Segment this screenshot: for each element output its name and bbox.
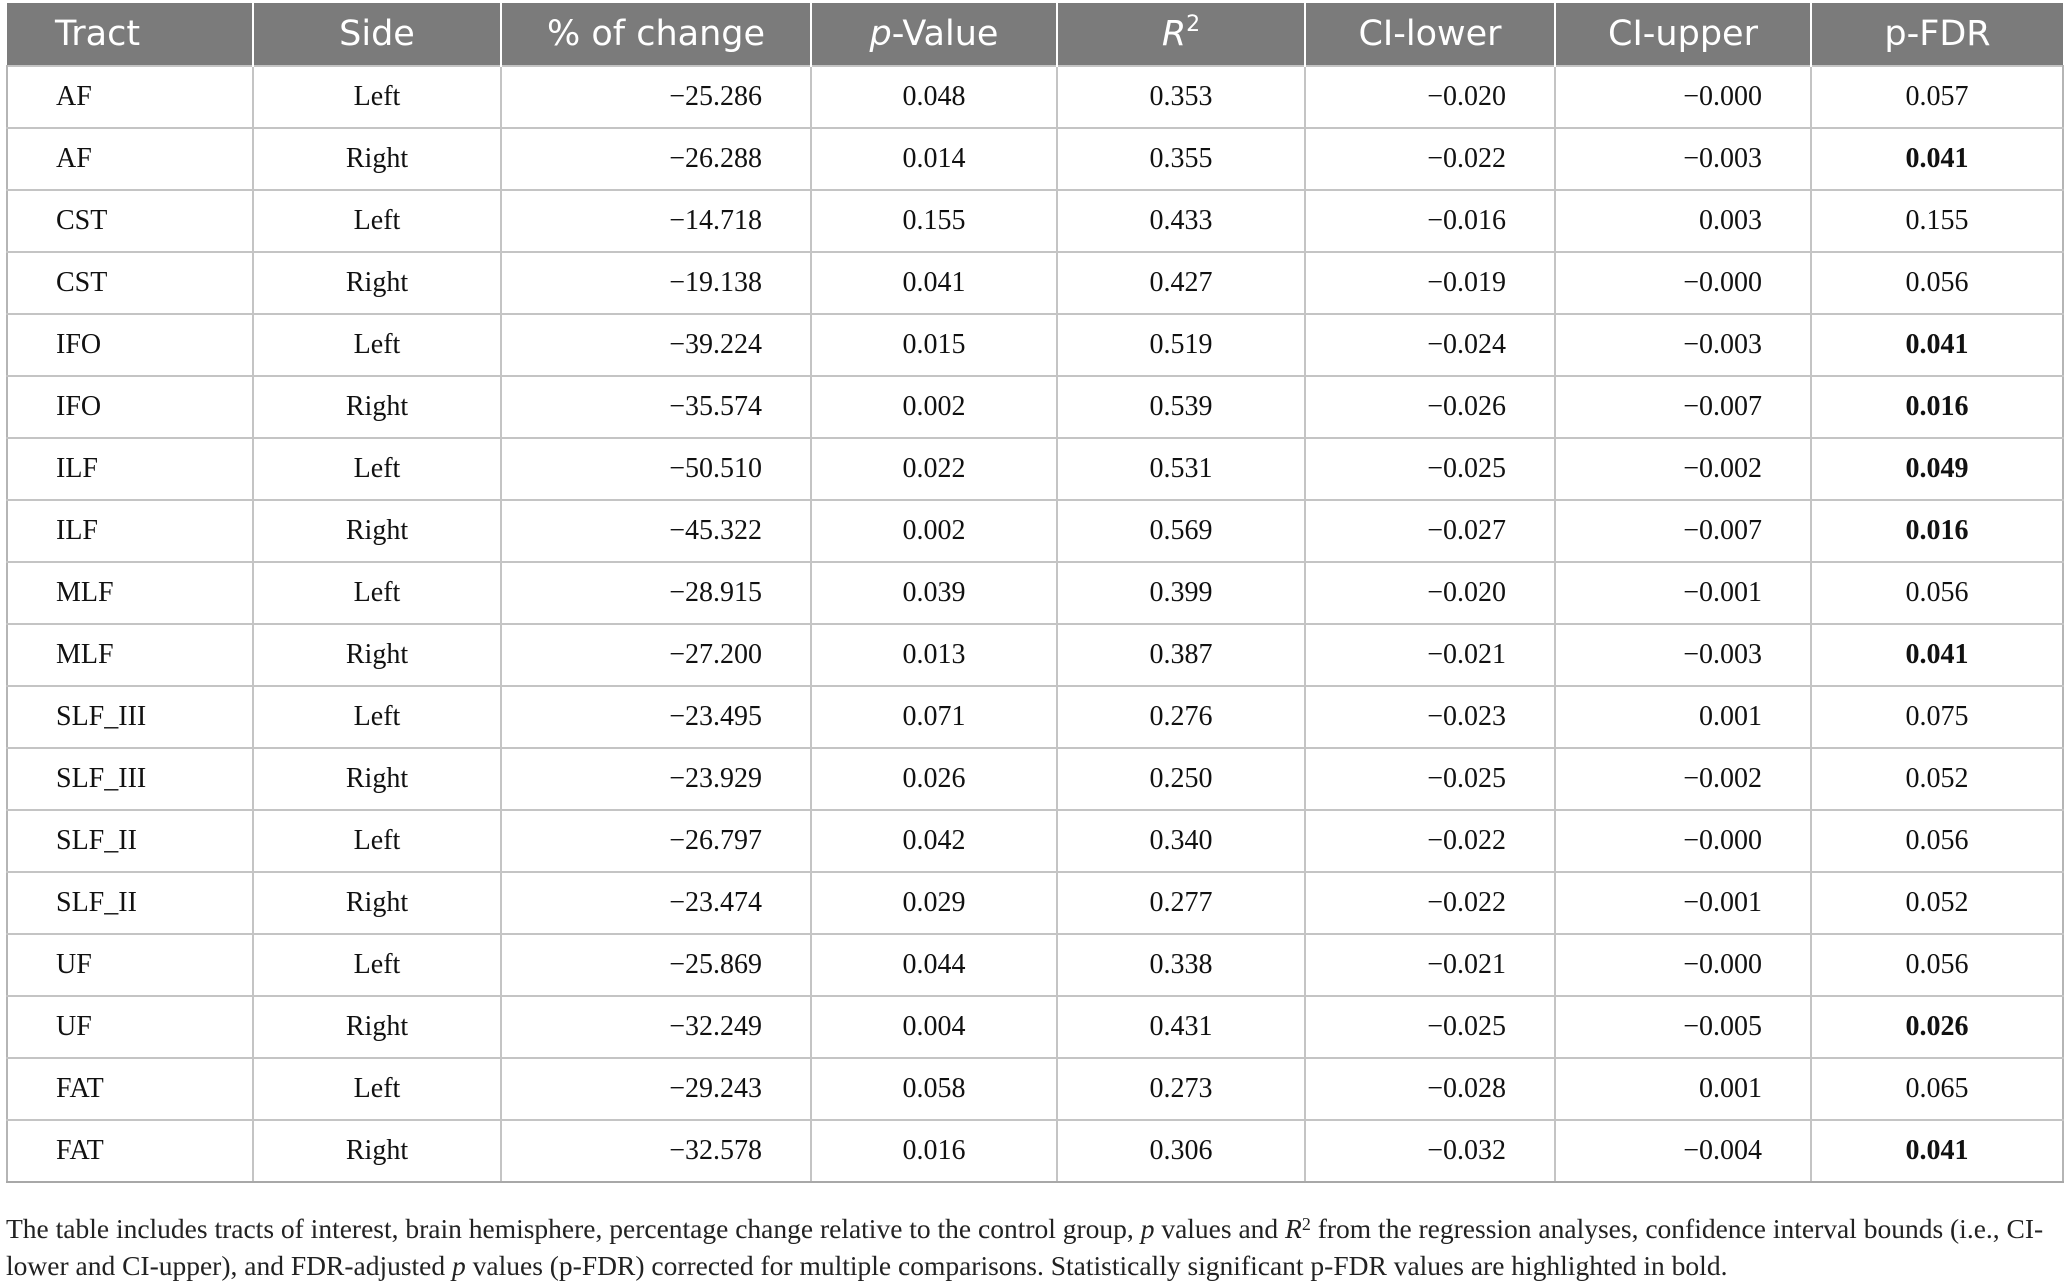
- caption-r: R: [1285, 1213, 1302, 1244]
- cell-tract: MLF: [7, 562, 253, 624]
- cell-p-value: 0.014: [811, 128, 1057, 190]
- cell-r2: 0.387: [1057, 624, 1305, 686]
- cell-pct-change: −29.243: [501, 1058, 811, 1120]
- cell-side: Left: [253, 934, 501, 996]
- cell-r2: 0.306: [1057, 1120, 1305, 1182]
- header-r2: [1057, 3, 1305, 66]
- table-row: [7, 252, 2063, 314]
- cell-ci-lower: −0.025: [1305, 438, 1555, 500]
- cell-ci-upper: −0.005: [1555, 996, 1811, 1058]
- cell-pct-change: −25.286: [501, 66, 811, 128]
- table-row: [7, 748, 2063, 810]
- cell-p-fdr: 0.056: [1811, 810, 2063, 872]
- cell-pct-change: −23.474: [501, 872, 811, 934]
- cell-ci-lower: −0.016: [1305, 190, 1555, 252]
- cell-ci-lower: −0.025: [1305, 748, 1555, 810]
- cell-pct-change: −32.578: [501, 1120, 811, 1182]
- cell-ci-upper: −0.003: [1555, 128, 1811, 190]
- cell-ci-upper: 0.003: [1555, 190, 1811, 252]
- cell-side: Left: [253, 810, 501, 872]
- cell-side: Left: [253, 1058, 501, 1120]
- cell-p-fdr: 0.065: [1811, 1058, 2063, 1120]
- header-pct-change: % of change: [501, 3, 811, 66]
- cell-p-fdr: 0.052: [1811, 872, 2063, 934]
- cell-tract: ILF: [7, 438, 253, 500]
- cell-tract: UF: [7, 996, 253, 1058]
- cell-p-fdr: 0.075: [1811, 686, 2063, 748]
- cell-pct-change: −14.718: [501, 190, 811, 252]
- cell-side: Right: [253, 252, 501, 314]
- cell-p-value: 0.002: [811, 376, 1057, 438]
- cell-p-value: 0.058: [811, 1058, 1057, 1120]
- cell-r2: 0.273: [1057, 1058, 1305, 1120]
- cell-ci-upper: 0.001: [1555, 686, 1811, 748]
- cell-tract: IFO: [7, 376, 253, 438]
- cell-pct-change: −26.797: [501, 810, 811, 872]
- cell-p-value: 0.044: [811, 934, 1057, 996]
- cell-r2: 0.353: [1057, 66, 1305, 128]
- cell-tract: AF: [7, 128, 253, 190]
- cell-p-value: 0.042: [811, 810, 1057, 872]
- cell-p-fdr: 0.016: [1811, 500, 2063, 562]
- header-p-rest: -Value: [891, 14, 999, 54]
- cell-ci-upper: −0.002: [1555, 438, 1811, 500]
- cell-ci-upper: −0.007: [1555, 500, 1811, 562]
- cell-tract: SLF_II: [7, 872, 253, 934]
- cell-ci-lower: −0.021: [1305, 934, 1555, 996]
- caption-part2: values and: [1154, 1213, 1286, 1244]
- cell-ci-lower: −0.025: [1305, 996, 1555, 1058]
- cell-side: Right: [253, 748, 501, 810]
- cell-pct-change: −23.495: [501, 686, 811, 748]
- table-row: [7, 1120, 2063, 1182]
- cell-side: Left: [253, 438, 501, 500]
- cell-p-value: 0.013: [811, 624, 1057, 686]
- cell-pct-change: −23.929: [501, 748, 811, 810]
- table-row: [7, 996, 2063, 1058]
- cell-pct-change: −50.510: [501, 438, 811, 500]
- cell-ci-lower: −0.020: [1305, 562, 1555, 624]
- cell-ci-lower: −0.022: [1305, 810, 1555, 872]
- table-row: [7, 376, 2063, 438]
- cell-pct-change: −39.224: [501, 314, 811, 376]
- table-row: [7, 624, 2063, 686]
- cell-side: Right: [253, 500, 501, 562]
- caption-r-sup: 2: [1301, 1214, 1311, 1234]
- cell-p-fdr: 0.016: [1811, 376, 2063, 438]
- cell-ci-upper: −0.007: [1555, 376, 1811, 438]
- header-tract: Tract: [7, 3, 253, 66]
- cell-ci-upper: −0.003: [1555, 314, 1811, 376]
- cell-ci-upper: −0.000: [1555, 934, 1811, 996]
- cell-pct-change: −19.138: [501, 252, 811, 314]
- cell-side: Right: [253, 376, 501, 438]
- cell-p-value: 0.039: [811, 562, 1057, 624]
- cell-r2: 0.355: [1057, 128, 1305, 190]
- cell-ci-lower: −0.027: [1305, 500, 1555, 562]
- cell-r2: 0.277: [1057, 872, 1305, 934]
- cell-p-fdr: 0.041: [1811, 624, 2063, 686]
- caption-p2: p: [452, 1250, 466, 1281]
- cell-tract: FAT: [7, 1120, 253, 1182]
- cell-side: Right: [253, 872, 501, 934]
- cell-pct-change: −28.915: [501, 562, 811, 624]
- cell-pct-change: −32.249: [501, 996, 811, 1058]
- cell-p-value: 0.041: [811, 252, 1057, 314]
- cell-tract: IFO: [7, 314, 253, 376]
- cell-pct-change: −26.288: [501, 128, 811, 190]
- cell-tract: SLF_III: [7, 686, 253, 748]
- cell-tract: FAT: [7, 1058, 253, 1120]
- cell-p-fdr: 0.056: [1811, 934, 2063, 996]
- cell-p-fdr: 0.155: [1811, 190, 2063, 252]
- cell-side: Left: [253, 66, 501, 128]
- cell-tract: CST: [7, 252, 253, 314]
- caption-part1: The table includes tracts of interest, brain hemisphere, percentage change relative to the control group,: [6, 1213, 1141, 1244]
- cell-tract: AF: [7, 66, 253, 128]
- cell-p-value: 0.029: [811, 872, 1057, 934]
- cell-ci-lower: −0.020: [1305, 66, 1555, 128]
- table-caption: [6, 1210, 2062, 1284]
- cell-p-fdr: 0.052: [1811, 748, 2063, 810]
- cell-r2: 0.539: [1057, 376, 1305, 438]
- cell-ci-upper: −0.000: [1555, 810, 1811, 872]
- cell-tract: ILF: [7, 500, 253, 562]
- table-row: [7, 128, 2063, 190]
- cell-ci-lower: −0.022: [1305, 128, 1555, 190]
- cell-side: Left: [253, 190, 501, 252]
- cell-pct-change: −27.200: [501, 624, 811, 686]
- cell-p-fdr: 0.056: [1811, 252, 2063, 314]
- header-side: Side: [253, 3, 501, 66]
- cell-ci-lower: −0.022: [1305, 872, 1555, 934]
- table-row: [7, 934, 2063, 996]
- cell-tract: MLF: [7, 624, 253, 686]
- cell-ci-upper: −0.000: [1555, 66, 1811, 128]
- cell-pct-change: −25.869: [501, 934, 811, 996]
- header-r-sup: 2: [1186, 12, 1201, 37]
- table-row: [7, 872, 2063, 934]
- cell-p-fdr: 0.057: [1811, 66, 2063, 128]
- cell-r2: 0.431: [1057, 996, 1305, 1058]
- cell-r2: 0.427: [1057, 252, 1305, 314]
- cell-pct-change: −45.322: [501, 500, 811, 562]
- caption-part3: from the regression analyses, confidence interval bounds (i.e., CI-lower and CI-upper), and FDR-adjusted: [6, 1213, 2044, 1281]
- cell-p-value: 0.022: [811, 438, 1057, 500]
- cell-side: Right: [253, 128, 501, 190]
- header-p-fdr: p-FDR: [1811, 3, 2063, 66]
- cell-ci-lower: −0.032: [1305, 1120, 1555, 1182]
- cell-ci-lower: −0.019: [1305, 252, 1555, 314]
- cell-p-fdr: 0.041: [1811, 1120, 2063, 1182]
- cell-p-fdr: 0.049: [1811, 438, 2063, 500]
- cell-p-value: 0.016: [811, 1120, 1057, 1182]
- table-row: [7, 1058, 2063, 1120]
- table-row: [7, 810, 2063, 872]
- cell-tract: SLF_II: [7, 810, 253, 872]
- cell-p-value: 0.048: [811, 66, 1057, 128]
- cell-tract: SLF_III: [7, 748, 253, 810]
- table-row: [7, 66, 2063, 128]
- header-ci-upper: CI-upper: [1555, 3, 1811, 66]
- cell-ci-upper: −0.004: [1555, 1120, 1811, 1182]
- cell-p-fdr: 0.026: [1811, 996, 2063, 1058]
- cell-p-value: 0.002: [811, 500, 1057, 562]
- cell-r2: 0.338: [1057, 934, 1305, 996]
- results-table-container: [6, 3, 2062, 1183]
- cell-ci-lower: −0.026: [1305, 376, 1555, 438]
- cell-side: Left: [253, 686, 501, 748]
- cell-ci-upper: 0.001: [1555, 1058, 1811, 1120]
- cell-ci-upper: −0.000: [1555, 252, 1811, 314]
- cell-ci-lower: −0.023: [1305, 686, 1555, 748]
- table-row: [7, 190, 2063, 252]
- cell-r2: 0.340: [1057, 810, 1305, 872]
- cell-tract: CST: [7, 190, 253, 252]
- cell-r2: 0.276: [1057, 686, 1305, 748]
- cell-ci-upper: −0.002: [1555, 748, 1811, 810]
- cell-p-fdr: 0.056: [1811, 562, 2063, 624]
- cell-p-value: 0.155: [811, 190, 1057, 252]
- table-row: [7, 314, 2063, 376]
- results-table: [6, 3, 2064, 1183]
- cell-p-value: 0.071: [811, 686, 1057, 748]
- caption-p1: p: [1140, 1213, 1155, 1244]
- cell-ci-upper: −0.001: [1555, 872, 1811, 934]
- cell-ci-lower: −0.024: [1305, 314, 1555, 376]
- cell-side: Right: [253, 996, 501, 1058]
- table-header-row: [7, 3, 2063, 66]
- table-row: [7, 500, 2063, 562]
- cell-side: Right: [253, 1120, 501, 1182]
- header-p-italic: p: [869, 14, 892, 54]
- cell-side: Left: [253, 314, 501, 376]
- cell-r2: 0.250: [1057, 748, 1305, 810]
- cell-ci-upper: −0.001: [1555, 562, 1811, 624]
- cell-r2: 0.569: [1057, 500, 1305, 562]
- cell-ci-upper: −0.003: [1555, 624, 1811, 686]
- table-row: [7, 562, 2063, 624]
- cell-p-value: 0.015: [811, 314, 1057, 376]
- cell-p-value: 0.004: [811, 996, 1057, 1058]
- cell-r2: 0.531: [1057, 438, 1305, 500]
- table-body: [7, 66, 2063, 1182]
- table-row: [7, 686, 2063, 748]
- cell-tract: UF: [7, 934, 253, 996]
- cell-p-fdr: 0.041: [1811, 314, 2063, 376]
- header-p-value: [811, 3, 1057, 66]
- cell-p-value: 0.026: [811, 748, 1057, 810]
- cell-ci-lower: −0.021: [1305, 624, 1555, 686]
- header-r-base: R: [1161, 14, 1187, 54]
- cell-p-fdr: 0.041: [1811, 128, 2063, 190]
- table-row: [7, 438, 2063, 500]
- cell-side: Right: [253, 624, 501, 686]
- cell-r2: 0.399: [1057, 562, 1305, 624]
- cell-r2: 0.519: [1057, 314, 1305, 376]
- cell-pct-change: −35.574: [501, 376, 811, 438]
- caption-part4: values (p-FDR) corrected for multiple comparisons. Statistically significant p-FDR values are highlighted in bold.: [465, 1250, 1728, 1281]
- header-ci-lower: CI-lower: [1305, 3, 1555, 66]
- cell-ci-lower: −0.028: [1305, 1058, 1555, 1120]
- cell-side: Left: [253, 562, 501, 624]
- cell-r2: 0.433: [1057, 190, 1305, 252]
